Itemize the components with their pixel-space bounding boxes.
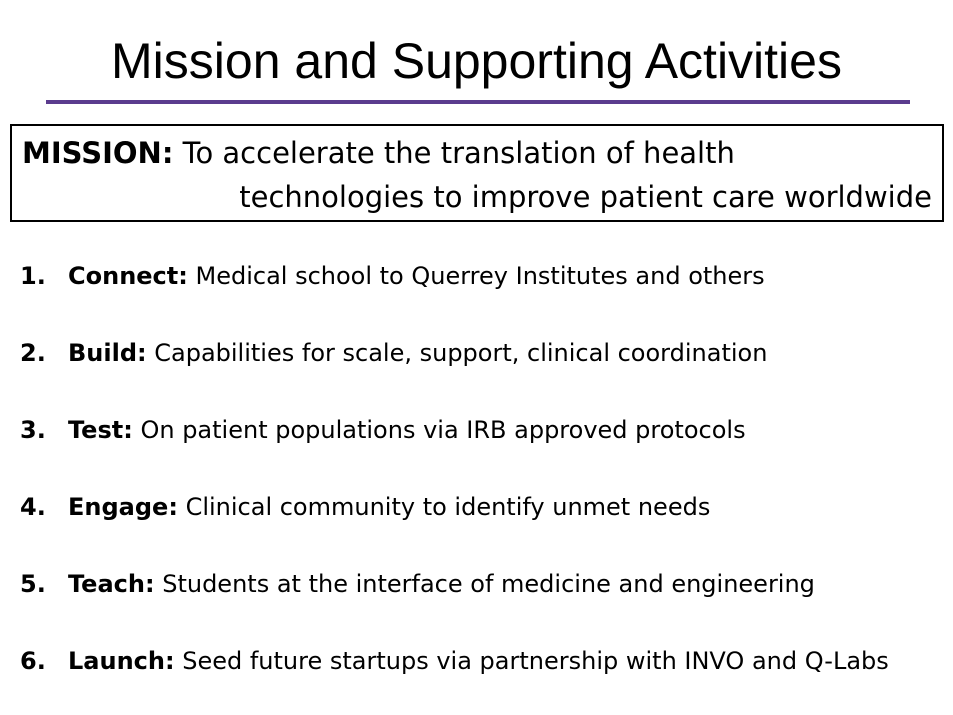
item-content [68,262,765,290]
item-term: Connect: [68,262,188,290]
item-text: Students at the interface of medicine and engineering [162,570,815,598]
item-content [68,339,767,367]
item-number: 4. [20,493,46,521]
item-term: Engage: [68,493,178,521]
item-content [68,416,746,444]
mission-label: MISSION: [22,136,174,170]
list-item [0,493,953,533]
item-text: Medical school to Querrey Institutes and others [195,262,765,290]
slide-title: Mission and Supporting Activities [111,33,842,89]
list-item [0,339,953,379]
item-term: Teach: [68,570,155,598]
item-term: Launch: [68,647,175,675]
list-item [0,262,953,302]
item-number: 3. [20,416,46,444]
item-content [68,647,889,675]
item-text: Capabilities for scale, support, clinical coordination [154,339,768,367]
item-text: On patient populations via IRB approved protocols [140,416,746,444]
item-number: 1. [20,262,46,290]
mission-line-1 [22,136,735,170]
item-number: 5. [20,570,46,598]
list-item [0,647,953,687]
title-underline [46,100,910,104]
item-term: Build: [68,339,147,367]
item-content [68,493,710,521]
mission-text-1: To accelerate the translation of health [182,136,735,170]
item-content [68,570,815,598]
list-item [0,416,953,456]
item-term: Test: [68,416,133,444]
mission-text-2: technologies to improve patient care worldwide [239,180,932,214]
item-text: Clinical community to identify unmet needs [185,493,711,521]
list-item [0,570,953,610]
item-text: Seed future startups via partnership with INVO and Q-Labs [182,647,889,675]
item-number: 2. [20,339,46,367]
item-number: 6. [20,647,46,675]
mission-box [10,124,944,222]
